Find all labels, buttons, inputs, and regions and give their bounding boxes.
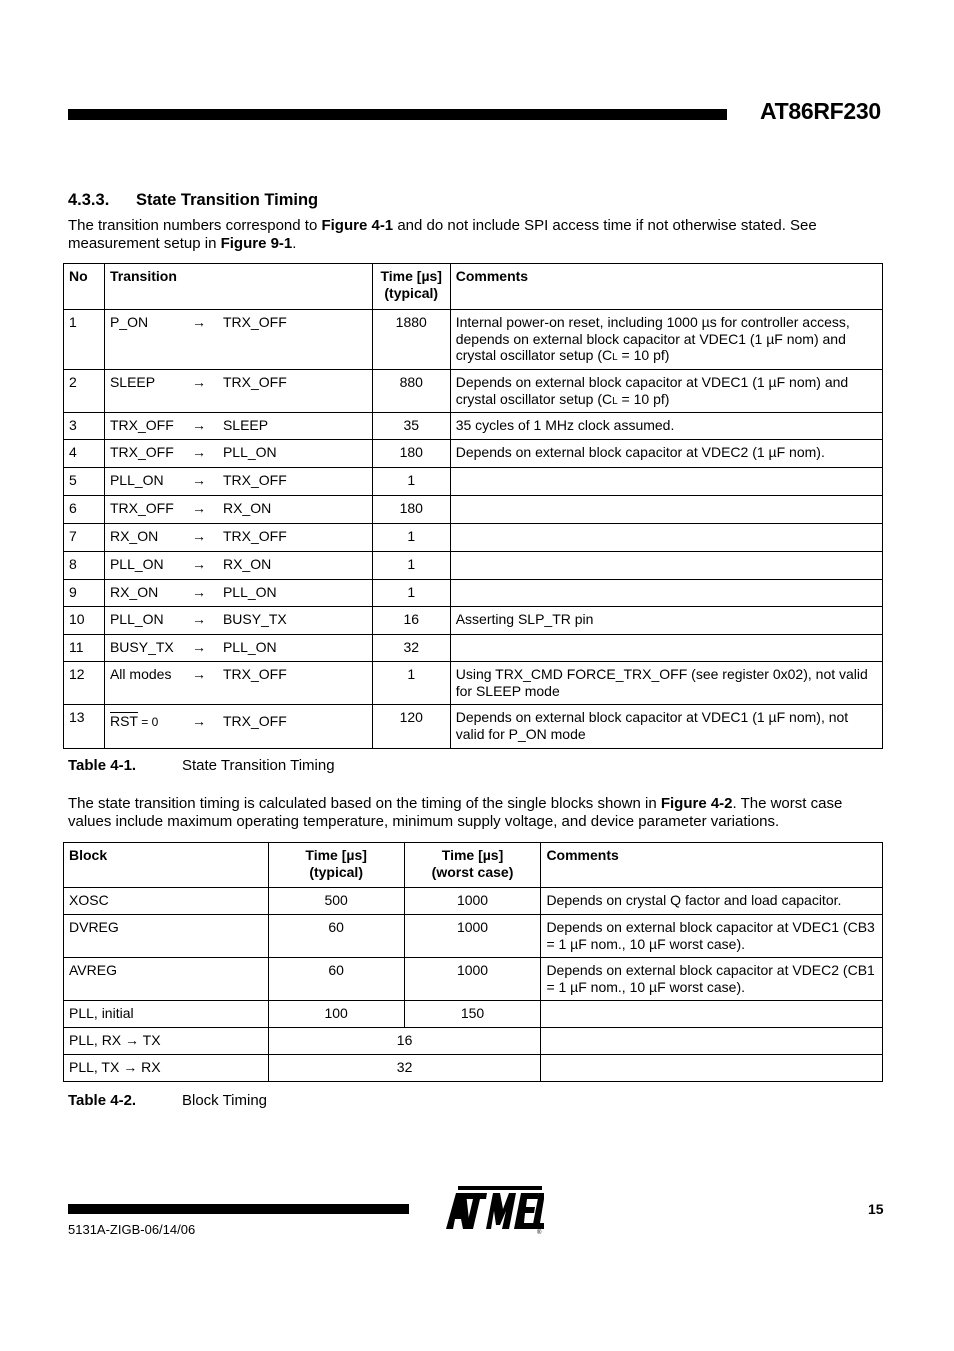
table-row: [64, 1028, 883, 1055]
transition-cell: [104, 662, 372, 705]
worst-time: 150: [404, 1001, 541, 1028]
time-header-line1: Time [µs]: [380, 268, 442, 284]
comment-text: Depends on external block capacitor at VDEC1 (1 µF nom) and crystal oscillator setup (C: [455, 374, 849, 407]
transition-cell: [104, 705, 372, 749]
para-text-2: . The worst case values include maximum operating temperature, minimum supply voltage, and device parameter variations.: [68, 795, 843, 830]
comment-cell: Depends on external block capacitor at VDEC1 (CB3 = 1 µF nom., 10 µF worst case).: [541, 915, 883, 958]
to-state: TRX_OFF: [222, 472, 287, 488]
col-header-time: [372, 264, 450, 310]
table-row: [64, 370, 883, 413]
row-number: 8: [64, 552, 105, 580]
footer-rule: [68, 1204, 409, 1214]
table-row: [64, 413, 883, 440]
to-state: RX_ON: [222, 500, 272, 516]
table-row: [64, 580, 883, 607]
comment-cell: Depends on crystal Q factor and load capacitor.: [541, 888, 883, 915]
table-row: [64, 607, 883, 635]
table-row: [64, 958, 883, 1001]
to-state: RX_ON: [222, 556, 272, 572]
typical-time: 100: [268, 1001, 404, 1028]
col-header-transition: Transition: [104, 264, 372, 310]
from-state: PLL_ON: [109, 556, 164, 572]
table-header-row: [64, 843, 883, 888]
worst-time: 1000: [404, 958, 541, 1001]
comment-cell: 35 cycles of 1 MHz clock assumed.: [450, 413, 882, 440]
col-header-block: Block: [64, 843, 269, 888]
from-state: P_ON: [109, 314, 149, 330]
arrow-icon: →: [191, 556, 206, 572]
from-state: RX_ON: [109, 584, 159, 600]
state-transition-table: [63, 263, 883, 749]
time-value: 32: [372, 635, 450, 662]
transition-cell: [104, 580, 372, 607]
table-row: [64, 496, 883, 524]
document-id: 5131A-ZIGB-06/14/06: [68, 1222, 196, 1237]
comment-cell: [541, 1028, 883, 1055]
from-state: RX_ON: [109, 528, 159, 544]
row-number: 3: [64, 413, 105, 440]
row-number: 11: [64, 635, 105, 662]
to-state: PLL_ON: [222, 444, 277, 460]
from-state: BUSY_TX: [109, 639, 174, 655]
caption-label: Table 4-2.: [68, 1092, 137, 1109]
row-number: 5: [64, 468, 105, 496]
row-number: 13: [64, 705, 105, 749]
section-heading: [68, 191, 318, 210]
comment-cell: Depends on external block capacitor at VDEC2 (1 µF nom).: [450, 440, 882, 468]
comment-cell: [450, 370, 882, 413]
transition-cell: [104, 607, 372, 635]
from-state: PLL_ON: [109, 472, 164, 488]
comment-text: Internal power-on reset, including 1000 µs for controller access, depends on external block capacitor at VDEC1 (1 µF nom) and crystal oscillator setup (C: [455, 314, 850, 363]
comment-cell: [450, 468, 882, 496]
arrow-icon: →: [191, 472, 206, 488]
to-state: TRX_OFF: [222, 666, 287, 682]
table-row: [64, 440, 883, 468]
transition-cell: [104, 524, 372, 552]
table-row: [64, 1001, 883, 1028]
section-number: 4.3.3.: [68, 191, 110, 209]
time-value: 1: [372, 662, 450, 705]
row-number: 2: [64, 370, 105, 413]
header-rule: [68, 109, 727, 120]
transition-cell: [104, 310, 372, 370]
time-value: 180: [372, 440, 450, 468]
block-name: DVREG: [64, 915, 269, 958]
svg-text:®: ®: [537, 1230, 542, 1235]
arrow-icon: →: [191, 314, 206, 330]
merged-time: 32: [268, 1055, 541, 1082]
comment-text-end: = 10 pf): [617, 390, 670, 407]
time-value: 880: [372, 370, 450, 413]
table-row: [64, 468, 883, 496]
transition-cell: [104, 468, 372, 496]
table-caption-4-1: [68, 757, 335, 774]
transition-cell: [104, 413, 372, 440]
comment-cell: Using TRX_CMD FORCE_TRX_OFF (see register 0x02), not valid for SLEEP mode: [450, 662, 882, 705]
block-name: PLL, RX → TX: [64, 1028, 269, 1055]
transition-cell: [104, 370, 372, 413]
caption-label: Table 4-1.: [68, 757, 137, 774]
block-timing-table: [63, 842, 883, 1082]
typical-header-line1: Time [µs]: [305, 847, 367, 863]
comment-subscript: L: [612, 352, 618, 363]
comment-cell: [450, 552, 882, 580]
table-row: [64, 1055, 883, 1082]
comment-text-end: = 10 pf): [617, 347, 670, 363]
arrow-icon: →: [191, 417, 206, 433]
table-row: [64, 635, 883, 662]
table-row: [64, 662, 883, 705]
table-row: [64, 915, 883, 958]
figure-ref-9-1[interactable]: Figure 9-1: [220, 235, 293, 252]
to-state: TRX_OFF: [222, 713, 287, 729]
time-value: 1: [372, 580, 450, 607]
table-row: [64, 705, 883, 749]
worst-time: 1000: [404, 888, 541, 915]
rst-value: = 0: [137, 715, 159, 729]
comment-cell: [450, 635, 882, 662]
arrow-icon: →: [191, 666, 206, 682]
merged-time: 16: [268, 1028, 541, 1055]
from-state: All modes: [109, 666, 172, 682]
worst-header-line1: Time [µs]: [441, 847, 504, 863]
page-number: 15: [868, 1201, 884, 1217]
time-header-line2: (typical): [384, 284, 439, 301]
from-state: TRX_OFF: [109, 444, 174, 460]
arrow-icon: →: [191, 500, 206, 516]
time-value: 35: [372, 413, 450, 440]
table-caption-4-2: [68, 1092, 267, 1109]
arrow-icon: →: [191, 584, 206, 600]
block-name: XOSC: [64, 888, 269, 915]
time-value: 1880: [372, 310, 450, 370]
from-state: TRX_OFF: [109, 417, 174, 433]
table-header-row: [64, 264, 883, 310]
transition-cell: [104, 496, 372, 524]
arrow-icon: →: [191, 611, 206, 627]
para-text-1: The state transition timing is calculated based on the timing of the single blocks shown in: [68, 795, 661, 812]
to-state: SLEEP: [222, 417, 269, 433]
arrow-icon: →: [191, 374, 206, 390]
caption-text: Block Timing: [182, 1092, 268, 1109]
figure-ref-4-2[interactable]: Figure 4-2: [660, 795, 733, 812]
transition-cell: [104, 635, 372, 662]
arrow-icon: →: [191, 639, 206, 655]
block-name: PLL, initial: [64, 1001, 269, 1028]
row-number: 10: [64, 607, 105, 635]
arrow-icon: →: [191, 713, 206, 729]
section-title: State Transition Timing: [136, 191, 319, 209]
to-state: TRX_OFF: [222, 374, 287, 390]
to-state: TRX_OFF: [222, 528, 287, 544]
time-value: 120: [372, 705, 450, 749]
comment-cell: [450, 496, 882, 524]
rst-signal: $\overline{RST}$: [109, 713, 138, 729]
typical-time: 60: [268, 958, 404, 1001]
row-number: 6: [64, 496, 105, 524]
transition-cell: [104, 552, 372, 580]
comment-cell: [450, 310, 882, 370]
col-header-worst: [404, 843, 541, 888]
row-number: 7: [64, 524, 105, 552]
comment-cell: Depends on external block capacitor at VDEC1 (1 µF nom), not valid for P_ON mode: [450, 705, 882, 749]
time-value: 1: [372, 468, 450, 496]
typical-time: 500: [268, 888, 404, 915]
arrow-icon: →: [191, 528, 206, 544]
to-state: BUSY_TX: [222, 611, 287, 627]
typical-header-line2: (typical): [309, 863, 363, 880]
section-intro: [68, 217, 878, 253]
col-header-comments: Comments: [450, 264, 882, 310]
to-state: PLL_ON: [222, 639, 277, 655]
intro-text-1: The transition numbers correspond to: [68, 217, 322, 234]
arrow-icon: →: [191, 444, 206, 460]
intro-text-2: and do not include SPI access time if not otherwise stated. See measurement setup in: [68, 217, 817, 252]
intro-text-3: .: [292, 235, 297, 252]
time-value: 1: [372, 524, 450, 552]
time-value: 1: [372, 552, 450, 580]
block-timing-intro: [68, 795, 878, 831]
from-state: PLL_ON: [109, 611, 164, 627]
caption-text: State Transition Timing: [182, 757, 335, 774]
atmel-logo: [444, 1185, 544, 1235]
from-state: [110, 713, 192, 731]
row-number: 4: [64, 440, 105, 468]
worst-time: 1000: [404, 915, 541, 958]
block-name: PLL, TX → RX: [64, 1055, 269, 1082]
worst-header-line2: (worst case): [431, 863, 514, 880]
from-state: SLEEP: [109, 374, 156, 390]
table-row: [64, 524, 883, 552]
comment-cell: Depends on external block capacitor at VDEC2 (CB1 = 1 µF nom., 10 µF worst case).: [541, 958, 883, 1001]
row-number: 9: [64, 580, 105, 607]
comment-subscript: L: [612, 395, 618, 407]
row-number: 12: [64, 662, 105, 705]
to-state: PLL_ON: [222, 584, 277, 600]
time-value: 180: [372, 496, 450, 524]
col-header-no: No: [64, 264, 105, 310]
table-row: [64, 552, 883, 580]
typical-time: 60: [268, 915, 404, 958]
col-header-typical: [268, 843, 404, 888]
table-row: [64, 888, 883, 915]
comment-cell: Asserting SLP_TR pin: [450, 607, 882, 635]
comment-cell: [541, 1055, 883, 1082]
comment-cell: [450, 524, 882, 552]
block-name: AVREG: [64, 958, 269, 1001]
figure-ref-4-1[interactable]: Figure 4-1: [321, 217, 394, 234]
comment-cell: [450, 580, 882, 607]
transition-cell: [104, 440, 372, 468]
col-header-comments: Comments: [541, 843, 883, 888]
comment-cell: [541, 1001, 883, 1028]
time-value: 16: [372, 607, 450, 635]
row-number: 1: [64, 310, 105, 370]
from-state: TRX_OFF: [109, 500, 174, 516]
to-state: TRX_OFF: [222, 314, 287, 330]
table-row: [64, 310, 883, 370]
document-title: AT86RF230: [760, 98, 881, 124]
